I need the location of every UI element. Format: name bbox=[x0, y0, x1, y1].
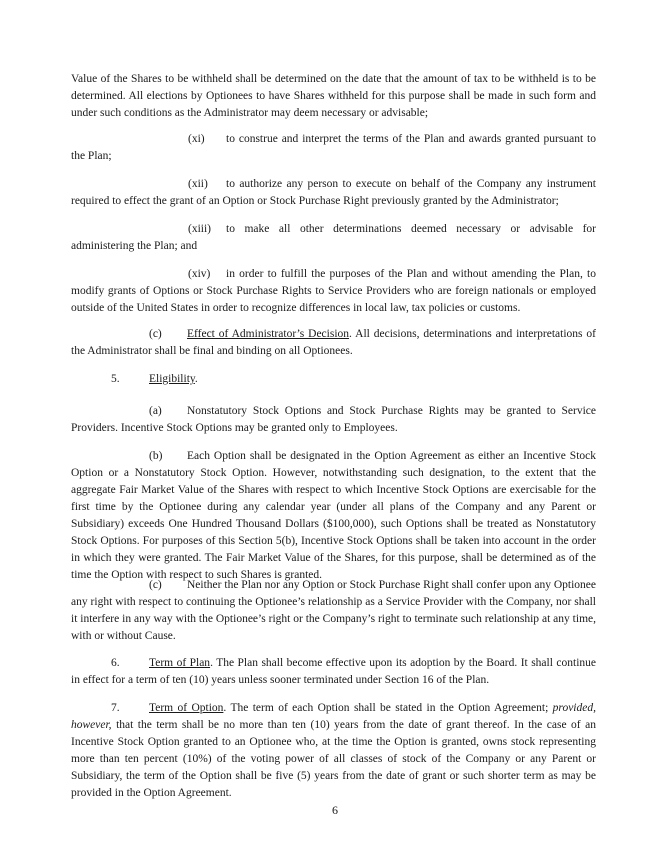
paragraph-5c: (c) Neither the Plan nor any Option or Stock Purchase Right shall confer upon any Optionee any right with respect to continuing the Optionee’s relationship as a Service Provider with the Company, nor shall it interfere in any way with the Optionee’s right or the Company’s right to terminate such relationship at any time, with or without Cause. bbox=[71, 579, 596, 642]
section-heading-term-of-option: Term of Option bbox=[149, 702, 224, 714]
paragraph-xi: (xi) to construe and interpret the terms of the Plan and awards granted pursuant to the Plan; bbox=[71, 133, 596, 162]
paragraph-6-term-of-plan: 6. Term of Plan. The Plan shall become effective upon its adoption by the Board. It shall continue in effect for a term of ten (10) years unless sooner terminated under Section 16 of the Plan. bbox=[71, 657, 596, 686]
section-heading-eligibility: Eligibility bbox=[149, 373, 195, 385]
item-number-xiii: (xiii) bbox=[188, 223, 211, 235]
page-number: 6 bbox=[332, 803, 338, 817]
paragraph-xiii: (xiii) to make all other determinations deemed necessary or advisable for administering the Plan; and bbox=[71, 223, 596, 252]
item-number-5c: (c) bbox=[149, 579, 162, 591]
item-number-xi: (xi) bbox=[188, 133, 205, 145]
paragraph-7-term-of-option: 7. Term of Option. The term of each Option shall be stated in the Option Agreement; provided, however, that the term shall be no more than ten (10) years from the date of grant thereof. In the case of an Incentive Stock Option granted to an Optionee who, at the time the Option is granted, owns stock representing more than ten percent (10%) of the voting power of all classes of stock of the Company or any Parent or Subsidiary, the term of the Option shall be five (5) years from the date of grant or such shorter term as may be provided in the Option Agreement. bbox=[71, 702, 596, 799]
paragraph-2c-effect-of-decision: (c) Effect of Administrator’s Decision. All decisions, determinations and interpretations of the Administrator shall be final and binding on all Optionees. bbox=[71, 328, 596, 357]
section-number-7: 7. bbox=[111, 702, 120, 714]
section-5-heading: 5. Eligibility. bbox=[71, 371, 596, 388]
paragraph-withholding-continued: Value of the Shares to be withheld shall be determined on the date that the amount of tax to be withheld is to be determined. All elections by Optionees to have Shares withheld for this purpose shall be made in such form and under such conditions as the Administrator may deem necessary or advisable; bbox=[71, 73, 596, 119]
paragraph-5b: (b) Each Option shall be designated in the Option Agreement as either an Incentive Stock Option or a Nonstatutory Stock Option. However, notwithstanding such designation, to the extent that the aggregate Fair Market Value of the Shares with respect to which Incentive Stock Options are exercisable for the first time by the Optionee during any calendar year (under all plans of the Company and any Parent or Subsidiary) exceeds One Hundred Thousand Dollars ($100,000), such Options shall be treated as Nonstatutory Stock Options. For purposes of this Section 5(b), Incentive Stock Options shall be taken into account in the order in which they were granted. The Fair Market Value of the Shares, for this purpose, shall be determined as of the time the Option with respect to such Shares is granted. bbox=[71, 450, 596, 581]
item-number-xiv: (xiv) bbox=[188, 268, 211, 280]
item-number-5a: (a) bbox=[149, 405, 162, 417]
section-heading-term-of-plan: Term of Plan bbox=[149, 657, 211, 669]
item-number-5b: (b) bbox=[149, 450, 163, 462]
section-number-6: 6. bbox=[111, 657, 120, 669]
paragraph-xiv: (xiv) in order to fulfill the purposes of the Plan and without amending the Plan, to modify grants of Options or Stock Purchase Rights to Service Providers who are foreign nationals or employed outside of the United States in order to recognize differences in local law, tax policies or customs. bbox=[71, 268, 596, 314]
item-number-xii: (xii) bbox=[188, 178, 208, 190]
item-number-c: (c) bbox=[149, 328, 162, 340]
section-heading-effect: Effect of Administrator’s Decision bbox=[187, 328, 350, 340]
section-number-5: 5. bbox=[111, 373, 120, 385]
paragraph-5a: (a) Nonstatutory Stock Options and Stock Purchase Rights may be granted to Service Providers. Incentive Stock Options may be granted only to Employees. bbox=[71, 405, 596, 434]
paragraph-xii: (xii) to authorize any person to execute on behalf of the Company any instrument required to effect the grant of an Option or Stock Purchase Right previously granted by the Administrator; bbox=[71, 178, 596, 207]
